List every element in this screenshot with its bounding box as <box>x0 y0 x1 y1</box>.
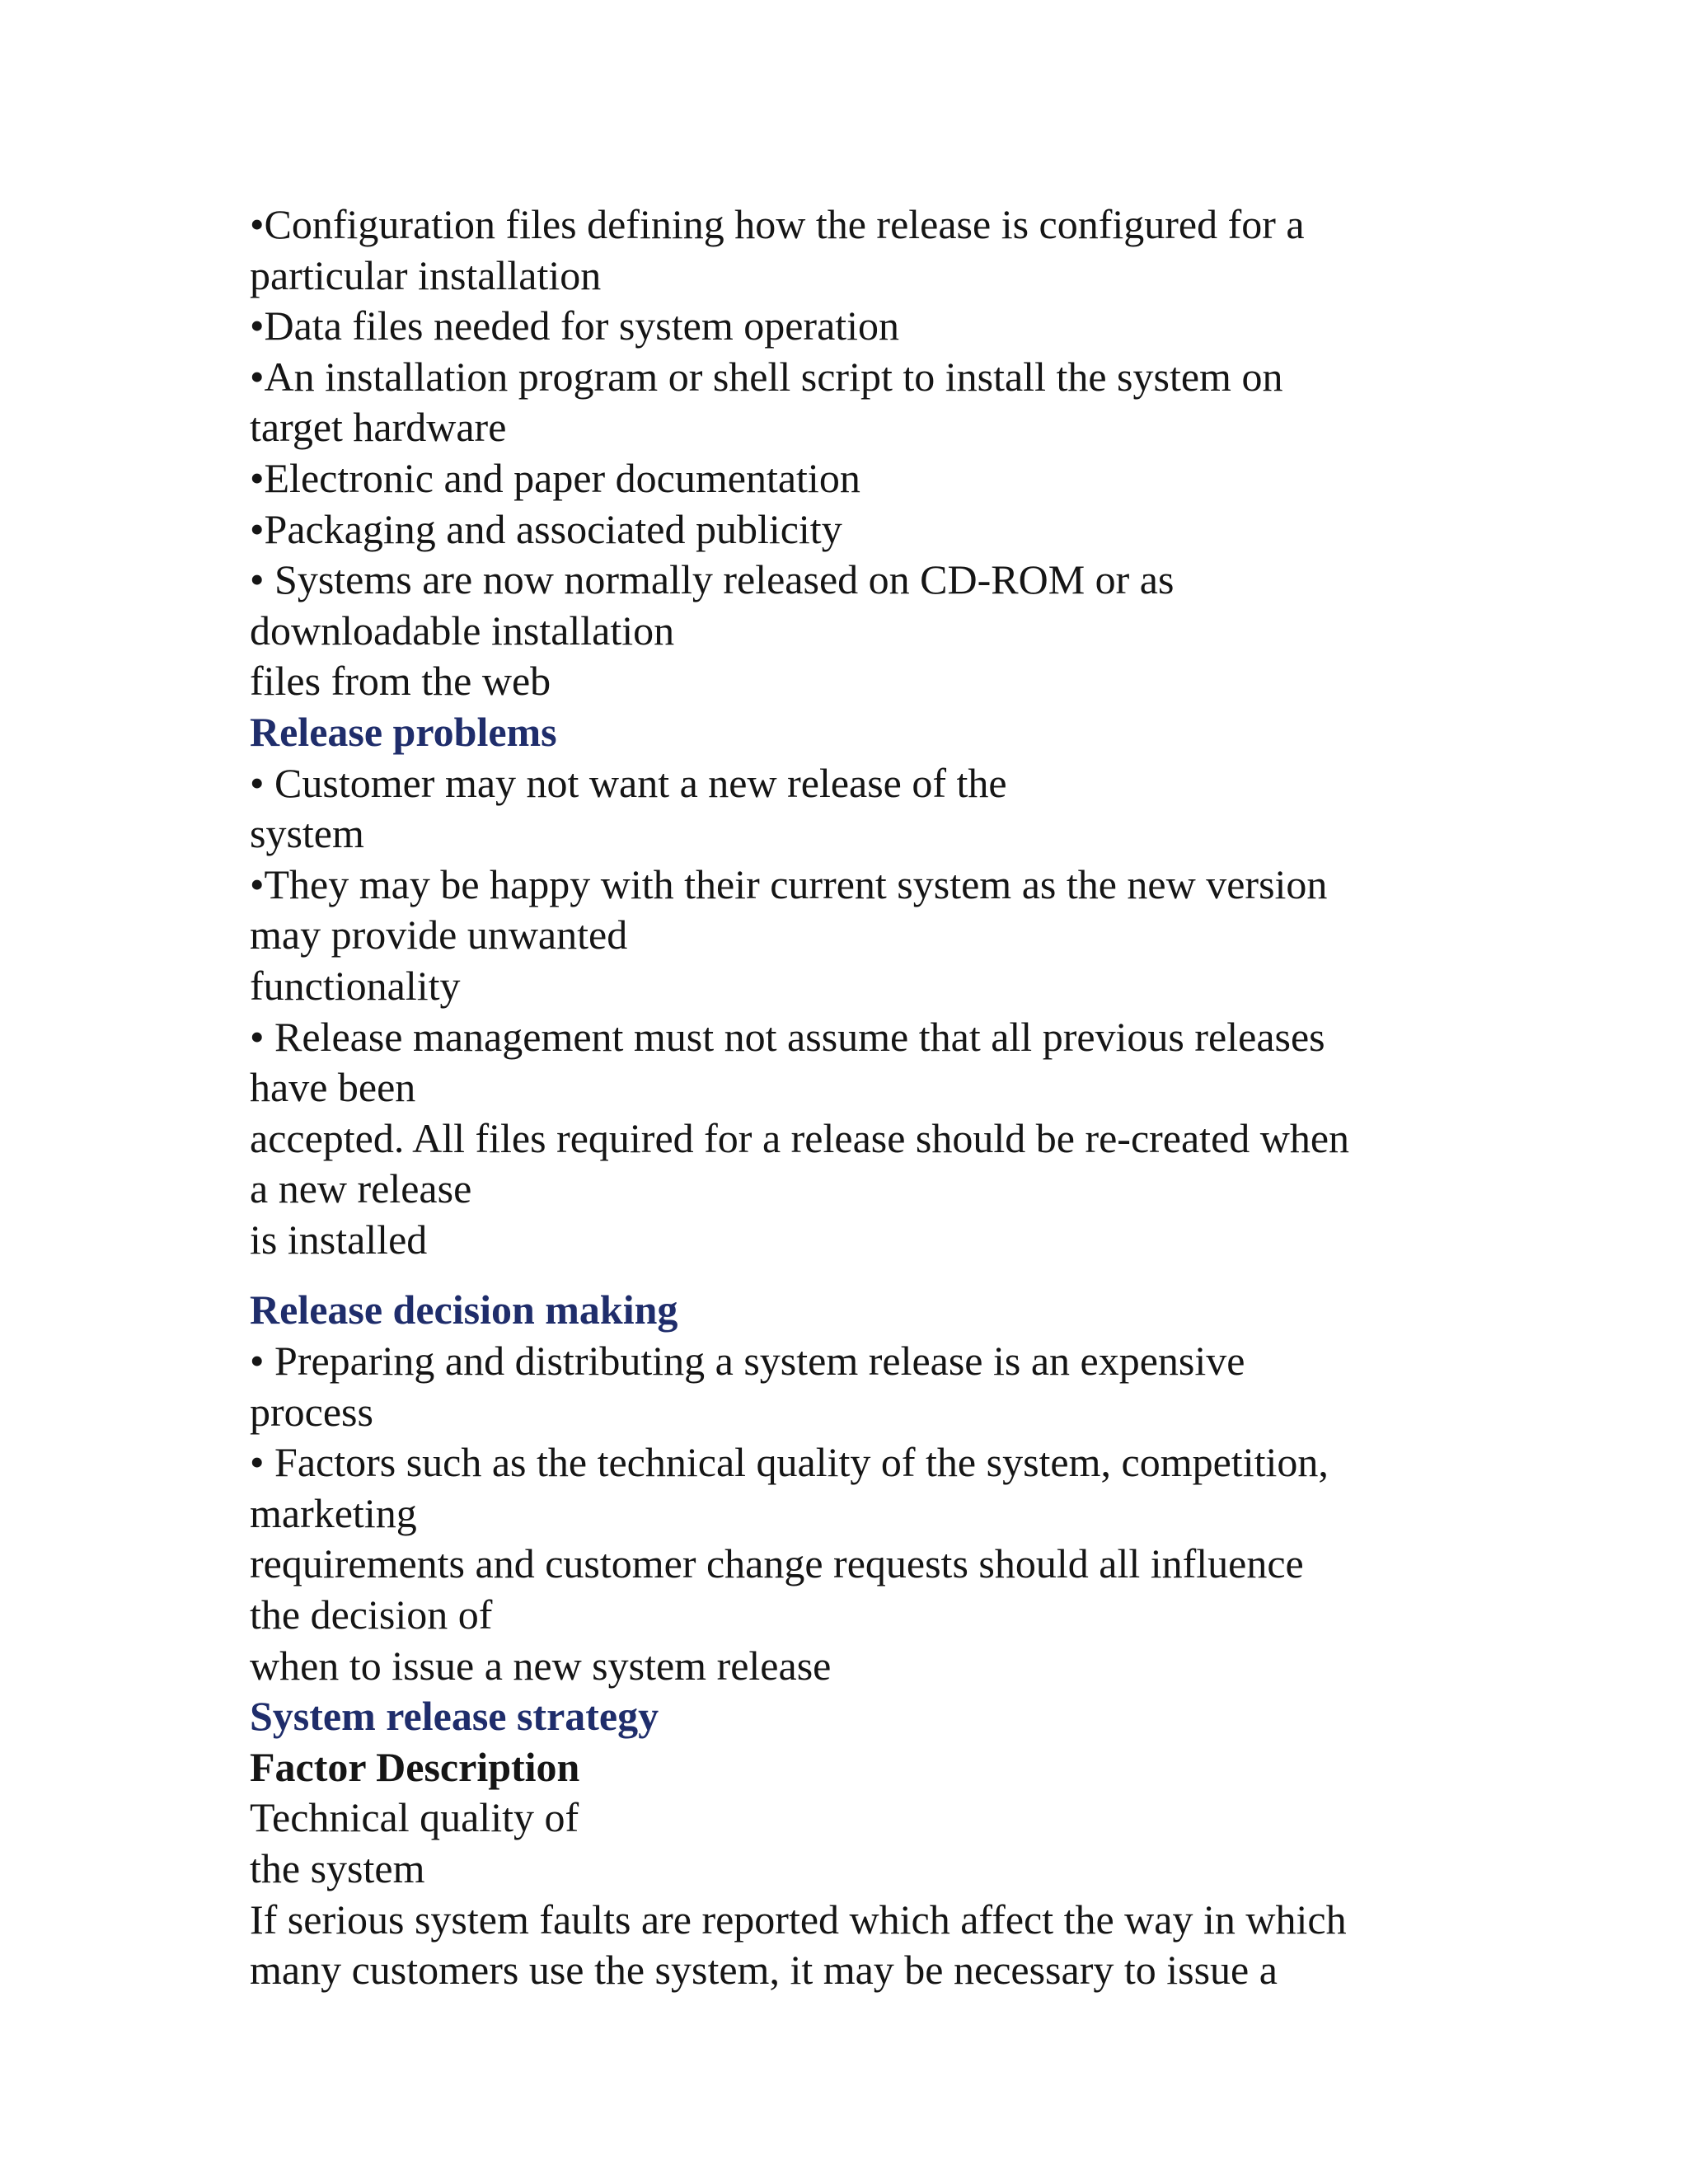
text-line: • Systems are now normally released on CD-ROM or as <box>250 556 1175 603</box>
text-line: •Configuration files defining how the release is configured for a <box>250 201 1305 247</box>
section-heading-release-strategy: System release strategy <box>250 1693 659 1740</box>
text-line: •They may be happy with their current system as the new version <box>250 860 1328 907</box>
text-line: •Packaging and associated publicity <box>250 505 842 552</box>
text-line: a new release <box>250 1165 472 1212</box>
text-line: downloadable installation <box>250 607 675 654</box>
text-line: • Customer may not want a new release of the <box>250 759 1007 806</box>
text-line: •Data files needed for system operation <box>250 302 900 349</box>
text-line: target hardware <box>250 404 507 451</box>
table-header: Factor Description <box>250 1743 580 1790</box>
release-strategy-section <box>250 1691 1453 1996</box>
text-line: files from the web <box>250 658 551 705</box>
text-line: requirements and customer change requests should all influence <box>250 1540 1304 1587</box>
text-line: the decision of <box>250 1591 493 1638</box>
section-heading-release-problems: Release problems <box>250 708 557 755</box>
text-line: functionality <box>250 962 461 1009</box>
text-line: marketing <box>250 1489 417 1536</box>
text-line: when to issue a new system release <box>250 1642 832 1689</box>
text-line: •An installation program or shell script to install the system on <box>250 353 1283 400</box>
text-line: is installed <box>250 1216 428 1263</box>
text-line: •Electronic and paper documentation <box>250 454 860 501</box>
section-gap <box>250 1265 1453 1285</box>
text-line: the system <box>250 1845 425 1891</box>
text-line: • Factors such as the technical quality of the system, competition, <box>250 1439 1329 1486</box>
text-line: accepted. All files required for a release should be re-created when <box>250 1114 1350 1161</box>
intro-list <box>250 199 1453 707</box>
text-line: have been <box>250 1064 416 1111</box>
text-line: process <box>250 1388 373 1435</box>
text-line: Technical quality of <box>250 1794 579 1841</box>
release-decision-section <box>250 1285 1453 1691</box>
document-body <box>250 199 1453 1996</box>
text-line: particular installation <box>250 251 602 298</box>
text-line: • Preparing and distributing a system release is an expensive <box>250 1338 1245 1385</box>
section-heading-release-decision: Release decision making <box>250 1286 678 1333</box>
text-line: may provide unwanted <box>250 912 628 958</box>
text-line: If serious system faults are reported which affect the way in which <box>250 1896 1347 1943</box>
text-line: many customers use the system, it may be necessary to issue a <box>250 1947 1278 1994</box>
release-problems-section <box>250 707 1453 1266</box>
text-line: • Release management must not assume that all previous releases <box>250 1013 1325 1060</box>
text-line: system <box>250 810 364 857</box>
